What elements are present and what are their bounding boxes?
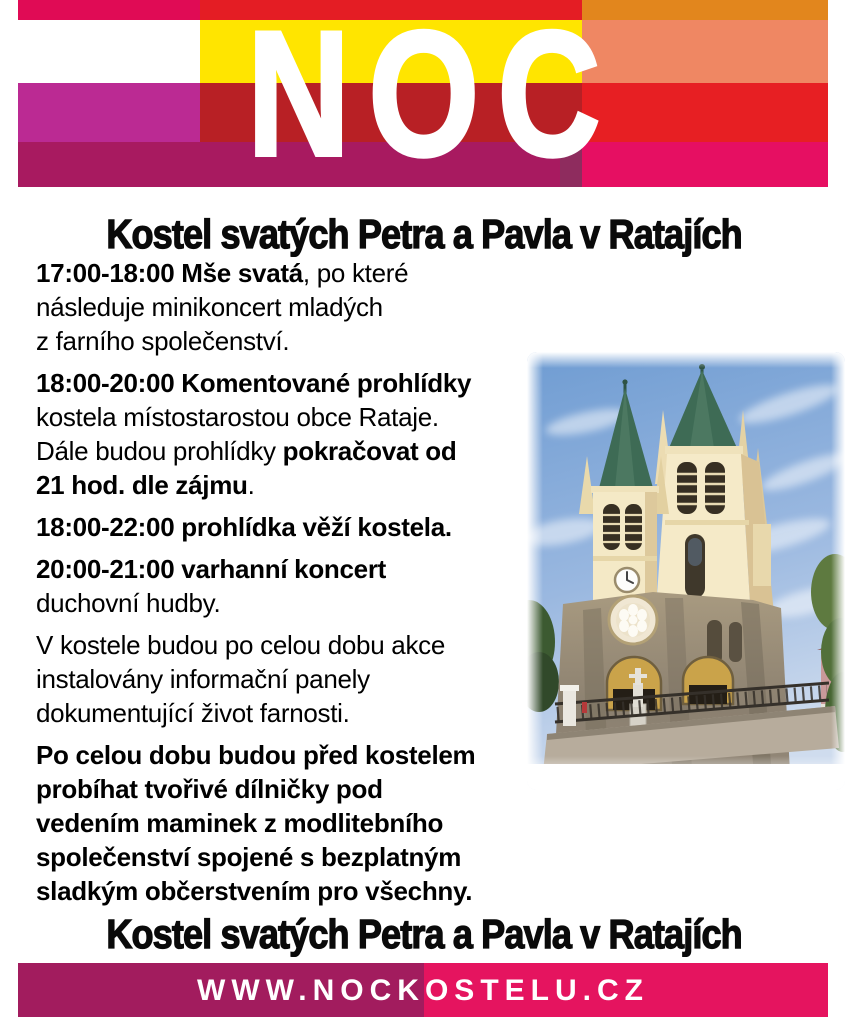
schedule-paragraph: 20:00-21:00 varhanní koncert duchovní hudby. xyxy=(36,554,386,618)
church-photo xyxy=(527,352,845,790)
schedule-paragraph: 18:00-22:00 prohlídka věží kostela. xyxy=(36,512,452,542)
schedule-paragraph: 17:00-18:00 Mše svatá, po které následuje minikoncert mladých z farního společenství. xyxy=(36,258,409,356)
schedule-paragraph: 18:00-20:00 Komentované prohlídky kostela místostarostou obce Rataje. Dále budou prohlídky pokračovat od 21 hod. dle zájmu. xyxy=(36,368,472,500)
clock-face xyxy=(615,568,639,592)
page-title: Kostel svatých Petra a Pavla v Ratajích xyxy=(106,211,742,257)
page-title-bottom: Kostel svatých Petra a Pavla v Ratajích xyxy=(106,911,742,957)
schedule xyxy=(36,256,536,916)
schedule-paragraph: Po celou dobu budou před kostelem probíhat tvořivé dílničky pod vedením maminek z modlitebního společenství spojené s bezplatným sladkým občerstvením pro všechny. xyxy=(36,740,476,906)
footer-url: WWW.NOCKOSTELU.CZ xyxy=(197,974,649,1007)
footer-bar xyxy=(18,963,828,1017)
noc-logo-text: NOC xyxy=(247,0,619,193)
noc-logo-header xyxy=(18,0,828,193)
rose-window xyxy=(609,596,657,644)
schedule-paragraph: V kostele budou po celou dobu akce instalovány informační panely dokumentující život farnosti. xyxy=(36,630,445,728)
